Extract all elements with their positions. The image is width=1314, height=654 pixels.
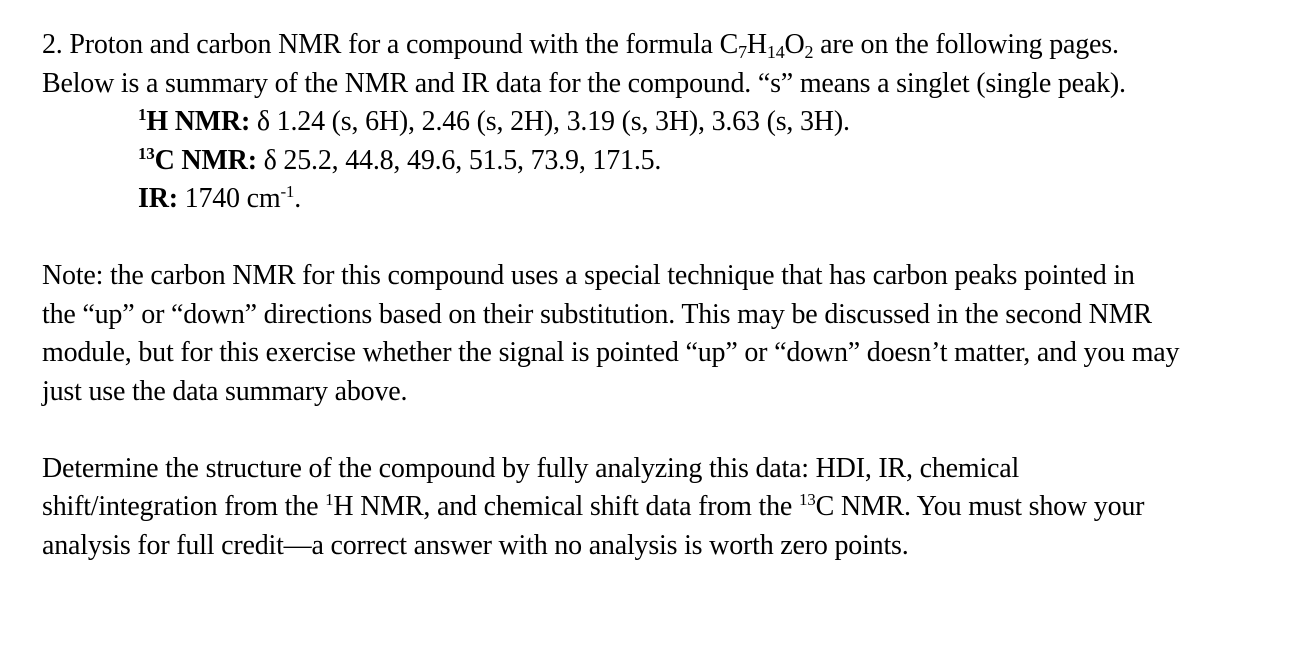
question-intro-line-1: [42, 26, 1292, 65]
task-line-2-part-3: C NMR. You must show your: [815, 491, 1145, 522]
c-nmr-label-text: C NMR:: [154, 144, 257, 176]
intro-suffix: are on the following pages.: [813, 29, 1119, 60]
formula-o: O: [784, 29, 805, 60]
note-line-3: module, but for this exercise whether the signal is pointed “up” or “down” doesn’t matter, and you may: [42, 337, 1180, 368]
task-h-superscript: 1: [325, 490, 334, 509]
task-line-2-part-2: H NMR, and chemical shift data from the: [333, 491, 799, 522]
formula-subscript-h: 14: [766, 42, 785, 62]
formula-h: H: [746, 29, 767, 60]
c-nmr-label: [138, 145, 257, 176]
h-nmr-superscript: 1: [138, 105, 147, 124]
h-nmr-data-line: [42, 103, 1292, 142]
ir-label: IR:: [138, 183, 178, 214]
formula-subscript-o: 2: [804, 42, 814, 62]
h-nmr-label-text: H NMR:: [146, 106, 251, 137]
c-nmr-data-line: [42, 142, 1292, 181]
task-line-3: analysis for full credit—a correct answer with no analysis is worth zero points.: [42, 529, 909, 561]
note-line-2: the “up” or “down” directions based on their substitution. This may be discussed in the second NMR: [42, 298, 1152, 330]
c-nmr-values: δ 25.2, 44.8, 49.6, 51.5, 73.9, 171.5.: [256, 144, 662, 176]
question-document: [42, 26, 1292, 565]
h-nmr-label: [138, 106, 250, 137]
task-line-2-part-1: shift/integration from the: [42, 491, 326, 522]
question-intro-line-2: Below is a summary of the NMR and IR data for the compound. “s” means a singlet (single peak).: [42, 67, 1126, 99]
task-c-superscript: 13: [798, 490, 816, 509]
note-line-1: Note: the carbon NMR for this compound uses a special technique that has carbon peaks pointed in: [42, 260, 1135, 291]
h-nmr-values: δ 1.24 (s, 6H), 2.46 (s, 2H), 3.19 (s, 3H), 3.63 (s, 3H).: [250, 106, 850, 137]
task-line-2: [42, 488, 1292, 527]
ir-end: .: [294, 183, 302, 214]
formula-subscript-c: 7: [738, 42, 747, 62]
ir-value: 1740 cm: [177, 183, 281, 214]
note-line-4: just use the data summary above.: [42, 375, 408, 407]
c-nmr-superscript: 13: [138, 143, 155, 163]
ir-unit-superscript: -1: [280, 182, 295, 201]
task-line-1: Determine the structure of the compound by fully analyzing this data: HDI, IR, chemical: [42, 452, 1020, 484]
paragraph-gap: [42, 411, 1292, 450]
ir-data-line: [42, 180, 1292, 219]
paragraph-gap: [42, 219, 1292, 258]
intro-prefix: 2. Proton and carbon NMR for a compound with the formula C: [42, 29, 739, 60]
